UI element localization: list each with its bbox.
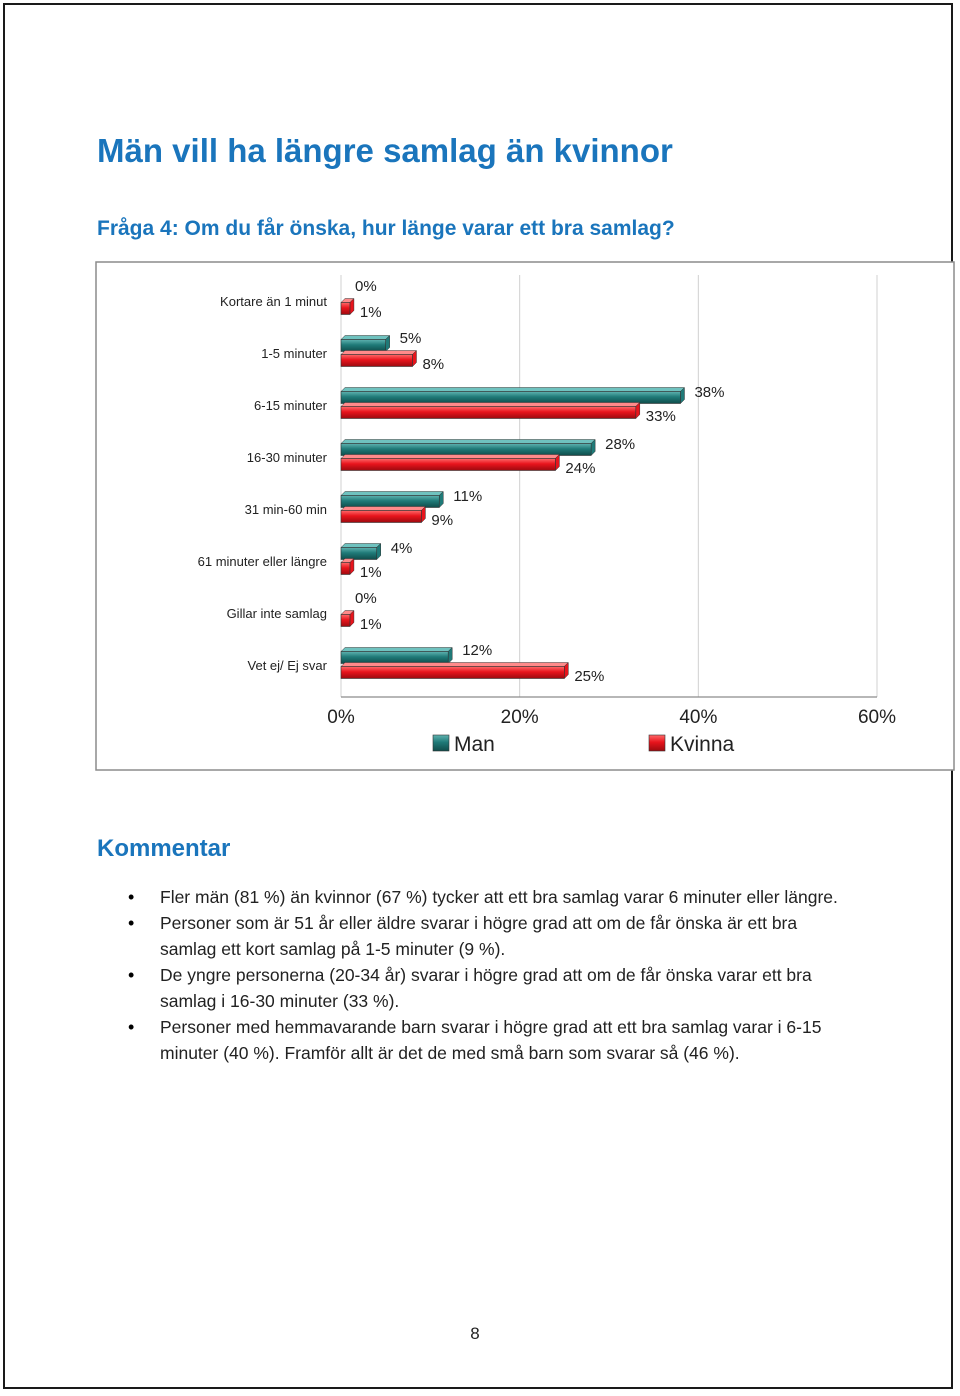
- bar-man: [341, 444, 591, 456]
- value-label-man: 5%: [399, 330, 422, 347]
- value-label-man: 12%: [462, 642, 493, 659]
- category-label: Gillar inte samlag: [226, 606, 327, 621]
- bar-man: [341, 340, 386, 352]
- bar-top-face: [341, 648, 452, 652]
- value-label-kvinna: 1%: [359, 616, 382, 633]
- bar-top-face: [341, 492, 443, 496]
- value-label-kvinna: 1%: [359, 564, 382, 581]
- bar-top-face: [341, 403, 640, 407]
- comment-heading: Kommentar: [97, 835, 231, 862]
- value-label-man: 0%: [355, 278, 377, 295]
- x-tick-label: 0%: [327, 707, 355, 728]
- value-label-kvinna: 9%: [431, 512, 454, 529]
- comment-list: [122, 884, 852, 1066]
- bar-kvinna: [341, 615, 350, 627]
- legend-swatch-man: [433, 735, 449, 751]
- chart-border: [96, 262, 954, 770]
- legend-label-kvinna: Kvinna: [670, 733, 735, 756]
- value-label-kvinna: 25%: [574, 668, 605, 685]
- bar-top-face: [341, 455, 559, 459]
- x-tick-label: 20%: [500, 707, 539, 728]
- value-label-man: 0%: [355, 590, 377, 607]
- legend-label-man: Man: [454, 733, 495, 756]
- bar-kvinna: [341, 355, 412, 367]
- value-label-man: 11%: [453, 488, 483, 505]
- bar-kvinna: [341, 511, 421, 523]
- bar-top-face: [341, 336, 390, 340]
- category-label: 1-5 minuter: [261, 346, 327, 361]
- comment-item: • Personer som är 51 år eller äldre svarar i högre grad att om de får önska är ett bra samlag ett kort samlag på 1-5 minuter (9 %).: [122, 910, 852, 962]
- bar-chart: [95, 261, 955, 771]
- bar-man: [341, 652, 448, 664]
- x-tick-label: 40%: [679, 707, 718, 728]
- bar-top-face: [341, 388, 684, 392]
- bar-man: [341, 392, 680, 404]
- category-label: 61 minuter eller längre: [197, 554, 327, 569]
- category-label: 6-15 minuter: [254, 398, 327, 413]
- category-label: 16-30 minuter: [246, 450, 327, 465]
- category-label: Vet ej/ Ej svar: [247, 658, 327, 673]
- bar-kvinna: [341, 407, 636, 419]
- chart-container: [95, 261, 955, 771]
- value-label-kvinna: 1%: [359, 304, 382, 321]
- value-label-kvinna: 24%: [565, 460, 596, 477]
- bar-top-face: [341, 663, 568, 667]
- value-label-man: 38%: [694, 384, 725, 401]
- value-label-man: 28%: [605, 436, 636, 453]
- bar-kvinna: [341, 667, 564, 679]
- category-label: 31 min-60 min: [244, 502, 327, 517]
- legend-swatch-kvinna: [649, 735, 665, 751]
- page-number: 8: [470, 1324, 480, 1343]
- bar-man: [341, 496, 439, 508]
- question-subtitle: Fråga 4: Om du får önska, hur länge varar ett bra samlag?: [97, 217, 675, 240]
- comment-item: • Personer med hemmavarande barn svarar i högre grad att ett bra samlag varar i 6-15 minuter (40 %). Framför allt är det de med små barn som svarar så (46 %).: [122, 1014, 852, 1066]
- x-tick-label: 60%: [857, 707, 897, 728]
- bar-top-face: [341, 440, 595, 444]
- page-title: Män vill ha längre samlag än kvinnor: [97, 132, 673, 169]
- bar-top-face: [341, 544, 381, 548]
- bar-top-face: [341, 507, 425, 511]
- category-label: Kortare än 1 minut: [220, 294, 327, 309]
- value-label-kvinna: 8%: [422, 356, 445, 373]
- value-label-kvinna: 33%: [645, 408, 676, 425]
- bar-kvinna: [341, 303, 350, 315]
- value-label-man: 4%: [390, 540, 413, 557]
- bar-kvinna: [341, 459, 555, 471]
- comment-item: • De yngre personerna (20-34 år) svarar i högre grad att om de får önska varar ett bra samlag i 16-30 minuter (33 %).: [122, 962, 852, 1014]
- comment-item: • Fler män (81 %) än kvinnor (67 %) tycker att ett bra samlag varar 6 minuter eller längre.: [122, 884, 852, 910]
- bar-man: [341, 548, 377, 560]
- bar-top-face: [341, 351, 416, 355]
- bar-kvinna: [341, 563, 350, 575]
